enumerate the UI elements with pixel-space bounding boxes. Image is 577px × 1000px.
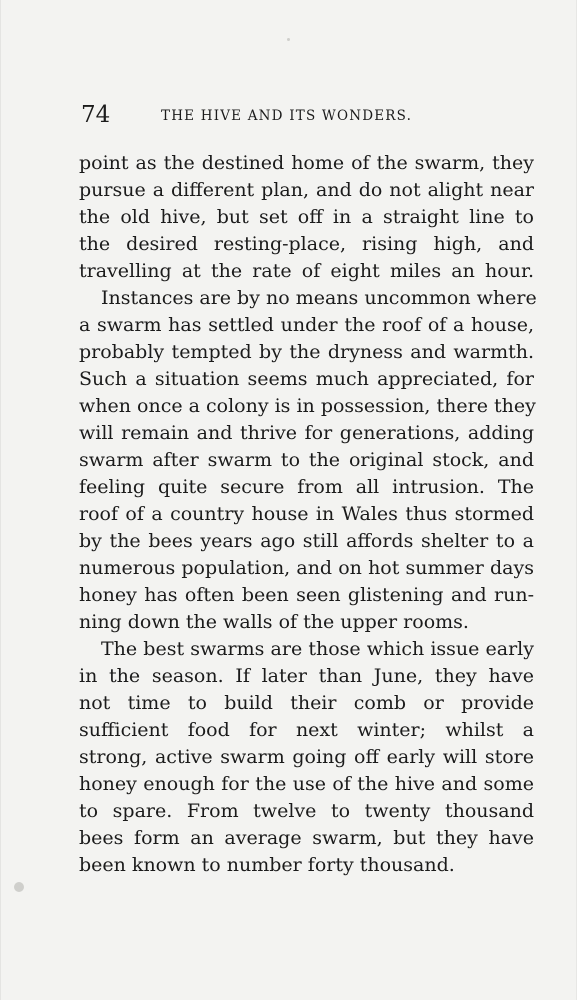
text-line: been known to number forty thousand. bbox=[79, 854, 455, 876]
text-line: strong, active swarm going off early will store bbox=[79, 746, 534, 768]
text-line: when once a colony is in possession, there they bbox=[79, 395, 536, 417]
text-line: swarm after swarm to the original stock, and bbox=[79, 449, 534, 471]
text-line: ning down the walls of the upper rooms. bbox=[79, 611, 469, 633]
paragraph bbox=[79, 636, 534, 879]
text-line: numerous population, and on hot summer days bbox=[79, 557, 534, 579]
text-line: The best swarms are those which issue early bbox=[101, 638, 534, 660]
text-line: a swarm has settled under the roof of a house, bbox=[79, 314, 534, 336]
running-title: THE HIVE AND ITS WONDERS. bbox=[161, 108, 413, 124]
text-line: the desired resting-place, rising high, and bbox=[79, 233, 534, 255]
text-line: point as the destined home of the swarm, they bbox=[79, 152, 534, 174]
text-line: travelling at the rate of eight miles an hour. bbox=[79, 260, 534, 282]
text-line: to spare. From twelve to twenty thousand bbox=[79, 800, 534, 822]
text-line: will remain and thrive for generations, adding bbox=[79, 422, 534, 444]
text-line: pursue a different plan, and do not alight near bbox=[79, 179, 534, 201]
text-line: feeling quite secure from all intrusion. The bbox=[79, 476, 534, 498]
text-line: Instances are by no means uncommon where bbox=[101, 287, 537, 309]
text-line: not time to build their comb or provide bbox=[79, 692, 534, 714]
text-line: bees form an average swarm, but they have bbox=[79, 827, 534, 849]
paragraph bbox=[79, 285, 537, 636]
text-line: Such a situation seems much appreciated, for bbox=[79, 368, 534, 390]
text-line: in the season. If later than June, they have bbox=[79, 665, 534, 687]
text-line: honey has often been seen glistening and run- bbox=[79, 584, 534, 606]
body-text bbox=[79, 150, 537, 879]
paper-speck bbox=[287, 38, 290, 41]
page-number: 74 bbox=[81, 102, 111, 128]
paper-speck bbox=[14, 882, 24, 892]
text-line: the old hive, but set off in a straight line to bbox=[79, 206, 534, 228]
text-line: probably tempted by the dryness and warmth. bbox=[79, 341, 534, 363]
page-header bbox=[81, 100, 461, 130]
text-line: sufficient food for next winter; whilst a bbox=[79, 719, 534, 741]
text-line: honey enough for the use of the hive and some bbox=[79, 773, 534, 795]
paragraph bbox=[79, 150, 534, 285]
text-line: by the bees years ago still affords shelter to a bbox=[79, 530, 534, 552]
text-line: roof of a country house in Wales thus stormed bbox=[79, 503, 534, 525]
